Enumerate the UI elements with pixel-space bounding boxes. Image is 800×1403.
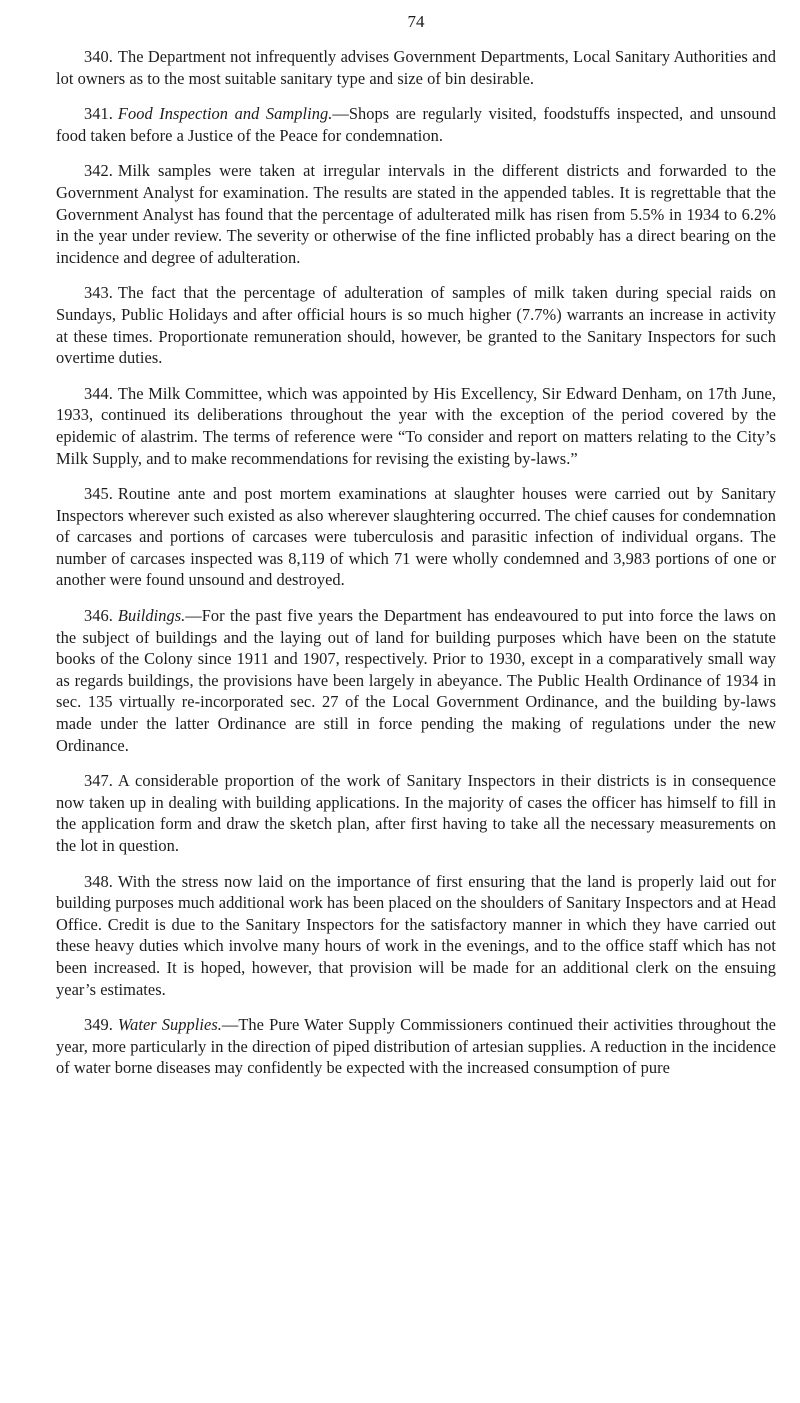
paragraph-344 [56, 383, 776, 469]
paragraph-346 [56, 605, 776, 756]
paragraph-number: 341. [84, 104, 113, 124]
paragraph-342 [56, 160, 776, 268]
section-heading-water-supplies: Water Supplies. [117, 1015, 222, 1035]
paragraph-text: With the stress now laid on the importance of first ensuring that the land is properly laid out for building purposes much additional work has been placed on the shoulders of Sanitary Inspectors and at Head Office. Credit is due to the Sanitary Inspectors for the satisfactory manner in which they have carried out these heavy duties which involve many hours of work in the evenings, and to the office staff which has not been increased. It is hoped, however, that provision will be made for an additional clerk on the ensuing year’s estimates. [56, 871, 776, 999]
paragraph-number: 342. [84, 161, 113, 181]
paragraph-341 [56, 103, 776, 146]
paragraph-text: —For the past five years the Department has endeavoured to put into force the laws on the subject of buildings and the laying out of land for building purposes which have been on the statute books of the Colony since 1911 and 1907, respectively. Prior to 1930, except in a comparatively small way as regards buildings, the provisions have been largely in abeyance. The Public Health Ordinance of 1934 in sec. 135 virtually re-incorporated sec. 27 of the Local Government Ordinance, and the building by-laws made under the latter Ordinance are still in force pending the making of regulations under the new Ordinance. [56, 606, 776, 755]
paragraph-text: Routine ante and post mortem examinations at slaughter houses were carried out by Sanitary Inspectors wherever such existed as also wherever slaughtering occurred. The chief causes for condemnation of carcases and portions of carcases were tuberculosis and parasitic infection of individual organs. The number of carcases inspected was 8,119 of which 71 were wholly condemned and 3,983 portions of one or another were found unsound and destroyed. [56, 484, 776, 590]
paragraph-text: The Milk Committee, which was appointed by His Excellency, Sir Edward Denham, on 17th June, 1933, continued its deliberations throughout the year with the exception of the period covered by the epidemic of alastrim. The terms of reference were “To consider and report on matters relating to the City’s Milk Supply, and to make recommendations for revising the existing by-laws.” [56, 383, 776, 468]
paragraph-number: 346. [84, 606, 113, 626]
page-number: 74 [407, 12, 425, 31]
paragraph-text: Milk samples were taken at irregular intervals in the different districts and forwarded to the Government Analyst for examination. The results are stated in the appended tables. It is regrettable that the Government Analyst has found that the percentage of adulterated milk has risen from 5.5% in 1934 to 6.2% in the year under review. The severity or otherwise of the fine inflicted probably has a direct bearing on the incidence and degree of adulteration. [56, 161, 776, 267]
paragraph-number: 348. [84, 871, 113, 891]
paragraph-text: A considerable proportion of the work of Sanitary Inspectors in their districts is in consequence now taken up in dealing with building applications. In the majority of cases the officer has himself to fill in the application form and draw the sketch plan, after first having to take all the necessary measurements on the lot in question. [56, 771, 776, 855]
body-text [56, 46, 776, 1093]
paragraph-text: The Department not infrequently advises Government Departments, Local Sanitary Authorities and lot owners as to the most suitable sanitary type and size of bin desirable. [56, 47, 776, 88]
paragraph-number: 344. [84, 383, 113, 403]
section-heading-food-inspection: Food Inspection and Sampling. [117, 104, 333, 124]
section-heading-buildings: Buildings. [117, 606, 186, 626]
paragraph-345 [56, 483, 776, 591]
paragraph-number: 343. [84, 283, 113, 303]
paragraph-340 [56, 46, 776, 89]
paragraph-349 [56, 1014, 776, 1079]
paragraph-number: 345. [84, 484, 113, 504]
paragraph-343 [56, 282, 776, 368]
paragraph-number: 347. [84, 771, 113, 791]
paragraph-number: 349. [84, 1015, 113, 1035]
paragraph-text: The fact that the percentage of adulteration of samples of milk taken during special raids on Sundays, Public Holidays and after official hours is so much higher (7.7%) warrants an increase in activity at these times. Proportionate remuneration should, however, be granted to the Sanitary Inspectors for such overtime duties. [56, 283, 776, 368]
paragraph-text: —Shops are regularly visited, foodstuffs inspected, and unsound food taken before a Justice of the Peace for condemnation. [56, 104, 776, 145]
paragraph-text: —The Pure Water Supply Commissioners continued their activities throughout the year, more particularly in the direction of piped distribution of artesian supplies. A reduction in the incidence of water borne diseases may confidently be expected with the increased consumption of pure [56, 1015, 776, 1078]
paragraph-number: 340. [84, 47, 113, 66]
paragraph-347 [56, 770, 776, 856]
paragraph-348 [56, 871, 776, 1001]
